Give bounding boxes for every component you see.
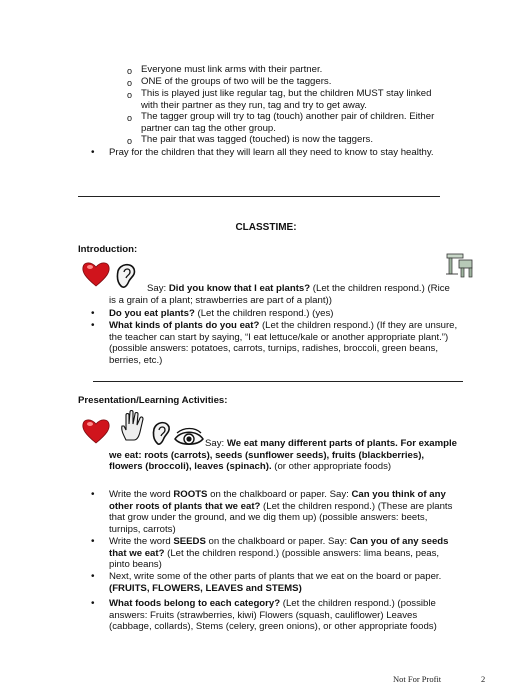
say-question: Did you know that I eat plants? — [168, 283, 311, 294]
activity-item: What foods belong to each category? (Let the children respond.) (possible answers: Fruits (strawberries, kiwi) Flowers (squash, cauliflower) Leaves (cabbage, collards), Stems (celery, green onions), or other appropriate foods) — [109, 598, 437, 633]
bullet: • — [91, 147, 95, 158]
intro-item — [109, 320, 459, 366]
classtime-heading: CLASSTIME: — [235, 222, 297, 233]
heart-icon — [82, 418, 110, 444]
divider — [78, 196, 440, 197]
bullet: • — [91, 598, 95, 609]
presentation-heading: Presentation/Learning Activities: — [78, 395, 228, 406]
divider — [93, 381, 463, 382]
intro-say — [109, 283, 459, 306]
sub-bullet: o — [127, 136, 133, 146]
introduction-heading: Introduction: — [78, 244, 138, 255]
say-statement: We eat many different parts of plants. For example we eat: roots (carrots), seeds (sunflower seeds), fruits (blackberries), flowers (broccoli), leaves (spinach). — [109, 438, 458, 473]
say-detail: (Let the children respond.) (Rice is a grain of a plant; strawberries are part of a plant)) — [109, 283, 450, 306]
sub-bullet: o — [127, 113, 133, 123]
pray-item: Pray for the children that they will learn all they need to know to stay healthy. — [109, 147, 434, 158]
heart-icon — [82, 261, 110, 287]
question: Do you eat plants? — [109, 308, 195, 319]
bullet: • — [91, 489, 95, 500]
bullet: • — [91, 320, 95, 331]
presentation-say — [109, 438, 459, 473]
step-text: The pair that was tagged (touched) is now the taggers. — [141, 134, 373, 145]
page-number: 2 — [481, 674, 486, 684]
sub-bullet: o — [127, 78, 133, 88]
bullet: • — [91, 571, 95, 582]
bullet: • — [91, 308, 95, 319]
say-prefix: Say: — [147, 283, 169, 294]
say-prefix: Say: — [205, 438, 227, 449]
activity-item: Write the word ROOTS on the chalkboard or paper. Say: Can you think of any other roots of plants that we eat? (Let the children respond.) (These are plants that grow under the ground, and we dig them up) (possible answers: beets, turnips, carrots) — [109, 489, 453, 535]
question: What kinds of plants do you eat? — [109, 320, 260, 331]
intro-item — [109, 308, 459, 320]
bullet: • — [91, 536, 95, 547]
answer: (Let the children respond.) (If they are unsure, the teacher can start by saying, “I eat lettuce/kale or another appropriate plant.”) (possible answers: potatoes, carrots, turnips, radishes, broccoli, green beans, berries, etc.) — [109, 320, 458, 366]
footer-label: Not For Profit — [393, 674, 442, 684]
step-text: The tagger group will try to tag (touch) another pair of children. Either partner can tag the other group. — [141, 111, 435, 134]
step-text: This is played just like regular tag, but the children MUST stay linked with their partner as they run, tag and try to get away. — [141, 88, 432, 111]
activity-item: Next, write some of the other parts of plants that we eat on the board or paper. (FRUITS, FLOWERS, LEAVES and STEMS) — [109, 571, 442, 594]
answer: (Let the children respond.) (yes) — [194, 308, 334, 319]
step-text: ONE of the groups of two will be the taggers. — [141, 76, 332, 87]
say-detail: (or other appropriate foods) — [271, 461, 392, 473]
sub-bullet: o — [127, 66, 133, 76]
desk-icon — [444, 250, 476, 280]
step-text: Everyone must link arms with their partner. — [141, 64, 323, 75]
activity-item: Write the word SEEDS on the chalkboard or paper. Say: Can you of any seeds that we eat? (Let the children respond.) (possible answers: lima beans, peas, pinto beans) — [109, 536, 449, 571]
sub-bullet: o — [127, 90, 133, 100]
